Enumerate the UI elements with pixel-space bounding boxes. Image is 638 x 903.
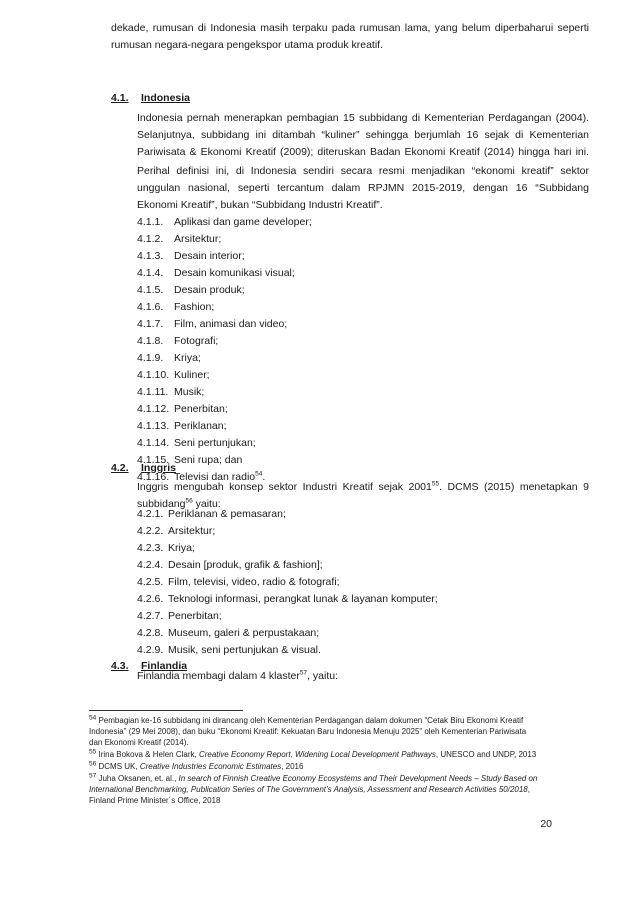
item-number: 4.2.9. bbox=[137, 644, 164, 656]
footnote-54 bbox=[89, 715, 551, 749]
intro-line: rumusan negara-negara pengekspor utama produk kreatif. bbox=[111, 39, 383, 51]
footnote-ref[interactable]: 56 bbox=[185, 497, 193, 505]
item-number: 4.2.2. bbox=[137, 525, 164, 537]
item-number: 4.1.6. bbox=[137, 301, 164, 313]
text-run: Finlandia membagi dalam 4 klaster bbox=[137, 670, 300, 682]
item-text: Desain [produk, grafik & fashion]; bbox=[168, 559, 323, 571]
footnote-ref[interactable]: 55 bbox=[431, 480, 440, 488]
paragraph-line bbox=[137, 668, 589, 685]
item-text: Periklanan; bbox=[174, 420, 227, 432]
paragraph-line: Ekonomi Kreatif”, bukan “Subbidang Industri Kreatif”. bbox=[137, 199, 383, 211]
item-number: 4.1.5. bbox=[137, 284, 164, 296]
item-text: Seni pertunjukan; bbox=[174, 437, 256, 449]
intro-line: dekade, rumusan di Indonesia masih terpaku pada rumusan lama, yang belum diperbaharui seperti bbox=[111, 22, 589, 34]
list-item bbox=[137, 282, 312, 299]
list-item bbox=[137, 248, 312, 265]
list-item bbox=[137, 435, 312, 452]
item-text: Desain produk; bbox=[174, 284, 245, 296]
item-text: Arsitektur; bbox=[174, 233, 222, 245]
list-item bbox=[137, 506, 438, 523]
indonesia-subsector-list bbox=[137, 214, 312, 486]
footnote-title: Creative Industries Economic Estimates bbox=[139, 762, 282, 771]
paragraph-line: unggulan nasional, seperti tercantum dalam RPJMN 2015-2019, dengan 16 “Subbidang bbox=[137, 182, 589, 194]
footnote-55 bbox=[89, 749, 551, 760]
footnote-line: Indonesia” (29 Mei 2008), dan buku “Ekonomi Kreatif: Kekuatan Baru Indonesia Menuju 2025” oleh Kementerian Pariwisata bbox=[89, 727, 527, 737]
paragraph-line: Indonesia pernah menerapkan pembagian 15 subbidang di Kementerian Perdagangan (2004). bbox=[137, 112, 589, 124]
item-text: Teknologi informasi, perangkat lunak & layanan komputer; bbox=[168, 593, 438, 605]
item-text: Film, animasi dan video; bbox=[174, 318, 288, 330]
item-text: Fashion; bbox=[174, 301, 215, 313]
item-text: Penerbitan; bbox=[174, 403, 228, 415]
intro-paragraph bbox=[111, 20, 589, 54]
footnote-title: In search of Finnish Creative Economy Ecosystems and Their Development Needs – Study Based on bbox=[178, 774, 538, 783]
paragraph-line: Pariwisata & Ekonomi Kreatif (2009); diteruskan Badan Ekonomi Kreatif (2014) hingga hari ini. bbox=[137, 146, 589, 158]
item-number: 4.1.1. bbox=[137, 216, 164, 228]
section-title: Inggris bbox=[141, 462, 177, 474]
footnote-number: 57 bbox=[89, 772, 97, 780]
paragraph-line bbox=[137, 479, 589, 496]
list-item bbox=[137, 214, 312, 231]
footnote-text: , 2016 bbox=[281, 762, 304, 771]
footnote-text: , UNESCO and UNDP, 2013 bbox=[435, 750, 537, 759]
item-text: Seni rupa; dan bbox=[174, 454, 243, 466]
text-run: , yaitu: bbox=[307, 670, 338, 682]
footnote-title: Creative Economy Report, Widening Local Development Pathways bbox=[198, 750, 436, 759]
indonesia-paragraph-2 bbox=[137, 163, 589, 214]
list-item bbox=[137, 316, 312, 333]
item-text: Televisi dan radio bbox=[174, 471, 256, 483]
item-number: 4.2.7. bbox=[137, 610, 164, 622]
item-number: 4.2.6. bbox=[137, 593, 164, 605]
item-text: Desain komunikasi visual; bbox=[174, 267, 295, 279]
item-number: 4.2.5. bbox=[137, 576, 164, 588]
item-number: 4.1.9. bbox=[137, 352, 164, 364]
footnote-separator bbox=[89, 710, 243, 711]
item-text: Periklanan & pemasaran; bbox=[168, 508, 286, 520]
list-item bbox=[137, 591, 438, 608]
item-number: 4.1.15. bbox=[137, 454, 170, 466]
item-number: 4.2.3. bbox=[137, 542, 164, 554]
item-text: Penerbitan; bbox=[168, 610, 222, 622]
footnote-line: Finland Prime Minister´s Office, 2018 bbox=[89, 796, 221, 806]
footnote-line bbox=[89, 784, 551, 795]
item-punct: . bbox=[262, 471, 266, 483]
section-heading-indonesia bbox=[111, 92, 190, 104]
list-item bbox=[137, 367, 312, 384]
text-run: . DCMS (2015) menetapkan 9 bbox=[439, 481, 589, 493]
list-item bbox=[137, 418, 312, 435]
item-text: Musik; bbox=[174, 386, 205, 398]
section-heading-inggris bbox=[111, 462, 176, 474]
list-item bbox=[137, 265, 312, 282]
list-item bbox=[137, 350, 312, 367]
item-text: Desain interior; bbox=[174, 250, 245, 262]
item-number: 4.2.4. bbox=[137, 559, 164, 571]
item-text: Film, televisi, video, radio & fotografi; bbox=[168, 576, 340, 588]
section-number: 4.3. bbox=[111, 660, 129, 672]
item-number: 4.2.1. bbox=[137, 508, 164, 520]
text-run: subbidang bbox=[137, 498, 186, 510]
footnote-number: 55 bbox=[89, 748, 97, 756]
item-number: 4.1.8. bbox=[137, 335, 164, 347]
footnote-title: International Benchmarking, Publication Series of The Government’s Analysis, Assessment and Research Activities 50/2018 bbox=[89, 785, 528, 795]
item-number: 4.1.13. bbox=[137, 420, 170, 432]
list-item bbox=[137, 401, 312, 418]
item-number: 4.1.10. bbox=[137, 369, 170, 381]
section-title: Finlandia bbox=[141, 660, 188, 672]
footnote-number: 54 bbox=[89, 714, 97, 722]
item-text: Arsitektur; bbox=[168, 525, 216, 537]
footnote-line: dan Ekonomi Kreatif (2014). bbox=[89, 738, 189, 748]
list-item bbox=[137, 523, 438, 540]
list-item bbox=[137, 557, 438, 574]
page-number: 20 bbox=[540, 818, 552, 830]
item-number: 4.1.11. bbox=[137, 386, 169, 398]
footnote-56 bbox=[89, 761, 551, 772]
section-number: 4.2. bbox=[111, 462, 129, 474]
list-item bbox=[137, 540, 438, 557]
item-number: 4.1.16. bbox=[137, 471, 170, 483]
list-item bbox=[137, 384, 312, 401]
item-number: 4.1.4. bbox=[137, 267, 164, 279]
footnote-text: Pembagian ke-16 subbidang ini dirancang oleh Kementerian Perdagangan dalam dokumen “Cetak Biru Ekonomi Kreatif bbox=[98, 716, 524, 725]
section-number: 4.1. bbox=[111, 92, 129, 104]
footnote-text: , bbox=[527, 785, 530, 795]
text-run: Inggris mengubah konsep sektor Industri Kreatif sejak 2001 bbox=[137, 481, 432, 493]
list-item bbox=[137, 608, 438, 625]
paragraph-line: Perihal definisi ini, di Indonesia sendiri secara resmi menjadikan “ekonomi kreatif” sektor bbox=[137, 165, 589, 177]
paragraph-line: Selanjutnya, subbidang ini ditambah “kuliner” sehingga berjumlah 16 sejak di Kementerian bbox=[137, 129, 589, 141]
list-item bbox=[137, 625, 438, 642]
item-number: 4.1.14. bbox=[137, 437, 170, 449]
list-item bbox=[137, 299, 312, 316]
item-text: Kriya; bbox=[168, 542, 195, 554]
item-text: Kriya; bbox=[174, 352, 201, 364]
footnote-text: Irina Bokova & Helen Clark, bbox=[98, 750, 199, 759]
item-number: 4.1.12. bbox=[137, 403, 170, 415]
item-text: Museum, galeri & perpustakaan; bbox=[168, 627, 320, 639]
inggris-subsector-list bbox=[137, 506, 438, 659]
item-text: Fotografi; bbox=[174, 335, 219, 347]
footnote-line bbox=[89, 773, 551, 784]
footnote-57 bbox=[89, 773, 551, 807]
footnote-text: DCMS UK, bbox=[98, 762, 140, 771]
footnote-ref[interactable]: 54 bbox=[255, 470, 263, 478]
item-text: Aplikasi dan game developer; bbox=[174, 216, 312, 228]
section-title: Indonesia bbox=[141, 92, 191, 104]
footnote-number: 56 bbox=[89, 760, 97, 768]
text-run: yaitu: bbox=[192, 498, 221, 510]
footnote-text: Juha Oksanen, et. al., bbox=[98, 774, 179, 783]
list-item bbox=[137, 231, 312, 248]
item-number: 4.1.2. bbox=[137, 233, 164, 245]
item-text: Kuliner; bbox=[174, 369, 210, 381]
item-number: 4.1.7. bbox=[137, 318, 164, 330]
footnote-ref[interactable]: 57 bbox=[299, 669, 308, 677]
item-number: 4.1.3. bbox=[137, 250, 164, 262]
indonesia-paragraph-1 bbox=[137, 110, 589, 161]
item-text: Musik, seni pertunjukan & visual. bbox=[168, 644, 321, 656]
list-item bbox=[137, 574, 438, 591]
list-item bbox=[137, 642, 438, 659]
item-number: 4.2.8. bbox=[137, 627, 164, 639]
list-item bbox=[137, 333, 312, 350]
finlandia-paragraph bbox=[137, 668, 589, 685]
footnote-line bbox=[89, 715, 551, 726]
